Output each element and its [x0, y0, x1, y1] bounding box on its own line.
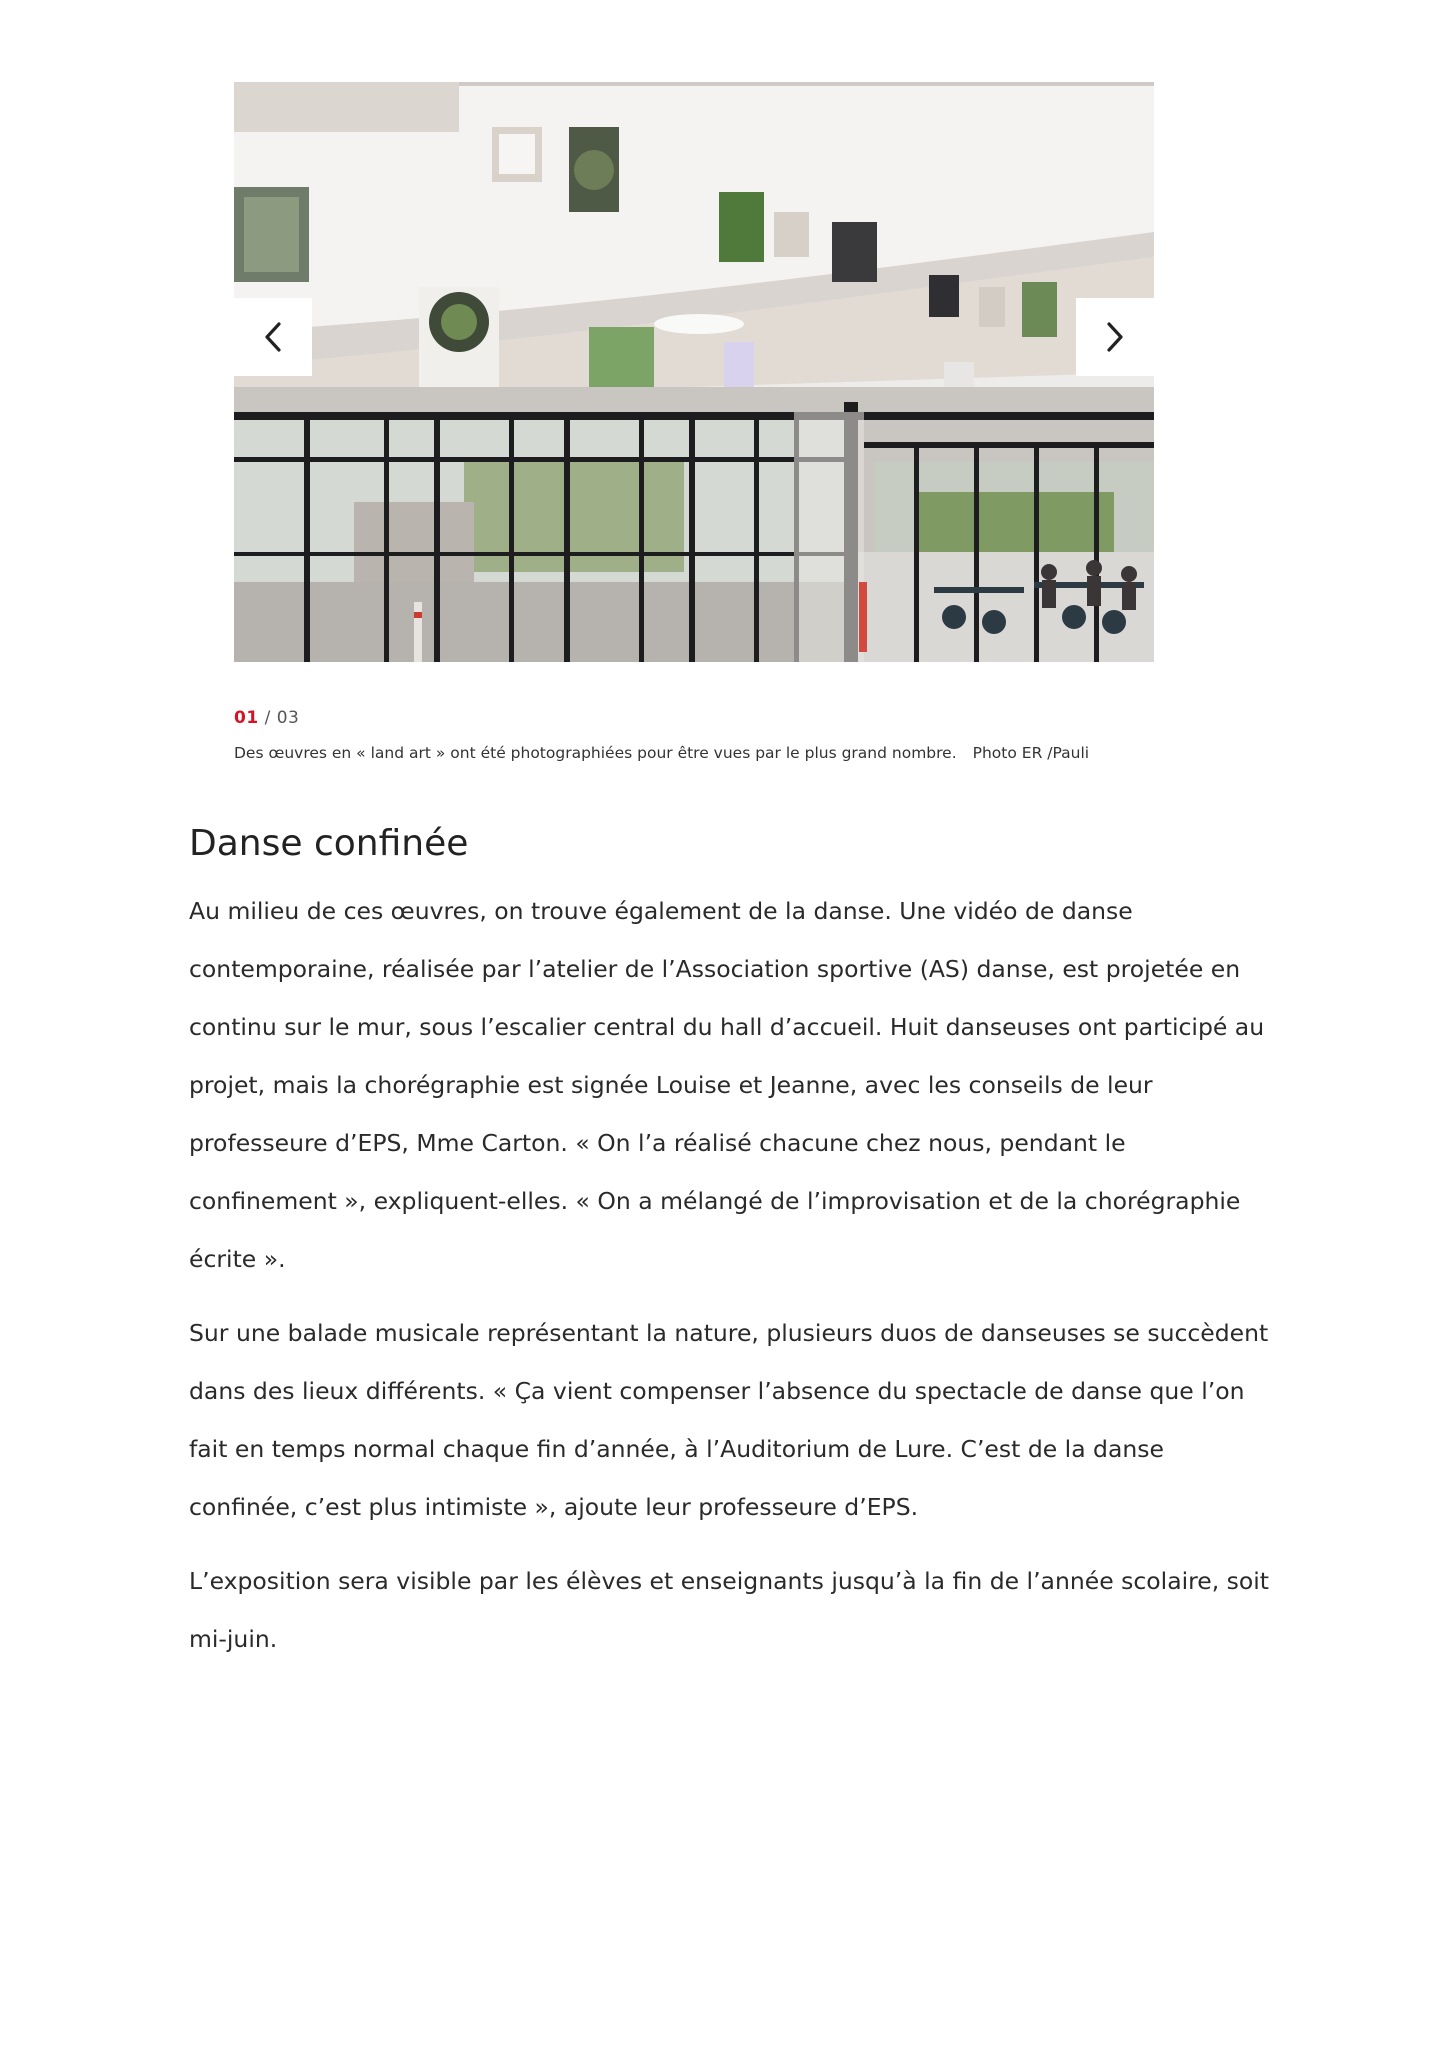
photo-caption: [234, 744, 1154, 762]
photo-caption-text: Des œuvres en « land art » ont été photographiées pour être vues par le plus grand nombre.: [234, 744, 957, 762]
photo-carousel: [234, 82, 1154, 662]
photo-credit: Photo ER /Pauli: [972, 744, 1090, 762]
article-body: [189, 820, 1274, 1684]
chevron-right-icon: [1104, 320, 1126, 354]
article-paragraph: Sur une balade musicale représentant la nature, plusieurs duos de danseuses se succèdent dans des lieux différents. « Ça vient compenser l’absence du spectacle de danse que l’on fait en temps normal chaque fin d’année, à l’Auditorium de Lure. C’est de la danse confinée, c’est plus intimiste », ajoute leur professeure d’EPS.: [189, 1319, 1269, 1521]
article-paragraph: Au milieu de ces œuvres, on trouve également de la danse. Une vidéo de danse contemporaine, réalisée par l’atelier de l’Association sportive (AS) danse, est projetée en continu sur le mur, sous l’escalier central du hall d’accueil. Huit danseuses ont participé au projet, mais la chorégraphie est signée Louise et Jeanne, avec les conseils de leur professeure d’EPS, Mme Carton. « On l’a réalisé chacune chez nous, pendant le confinement », expliquent-elles. « On a mélangé de l’improvisation et de la chorégraphie écrite ».: [189, 897, 1265, 1273]
slide-counter: [234, 708, 299, 728]
article-paragraph: L’exposition sera visible par les élèves et enseignants jusqu’à la fin de l’année scolaire, soit mi-juin.: [189, 1567, 1270, 1653]
carousel-prev-button[interactable]: [234, 298, 312, 376]
carousel-next-button[interactable]: [1076, 298, 1154, 376]
chevron-left-icon: [262, 320, 284, 354]
slide-counter-current: 01: [234, 708, 259, 728]
slide-counter-total: 03: [276, 708, 300, 728]
hall-photo: [234, 82, 1154, 662]
section-heading: Danse confinée: [189, 823, 469, 864]
slide-counter-separator: /: [258, 708, 277, 728]
